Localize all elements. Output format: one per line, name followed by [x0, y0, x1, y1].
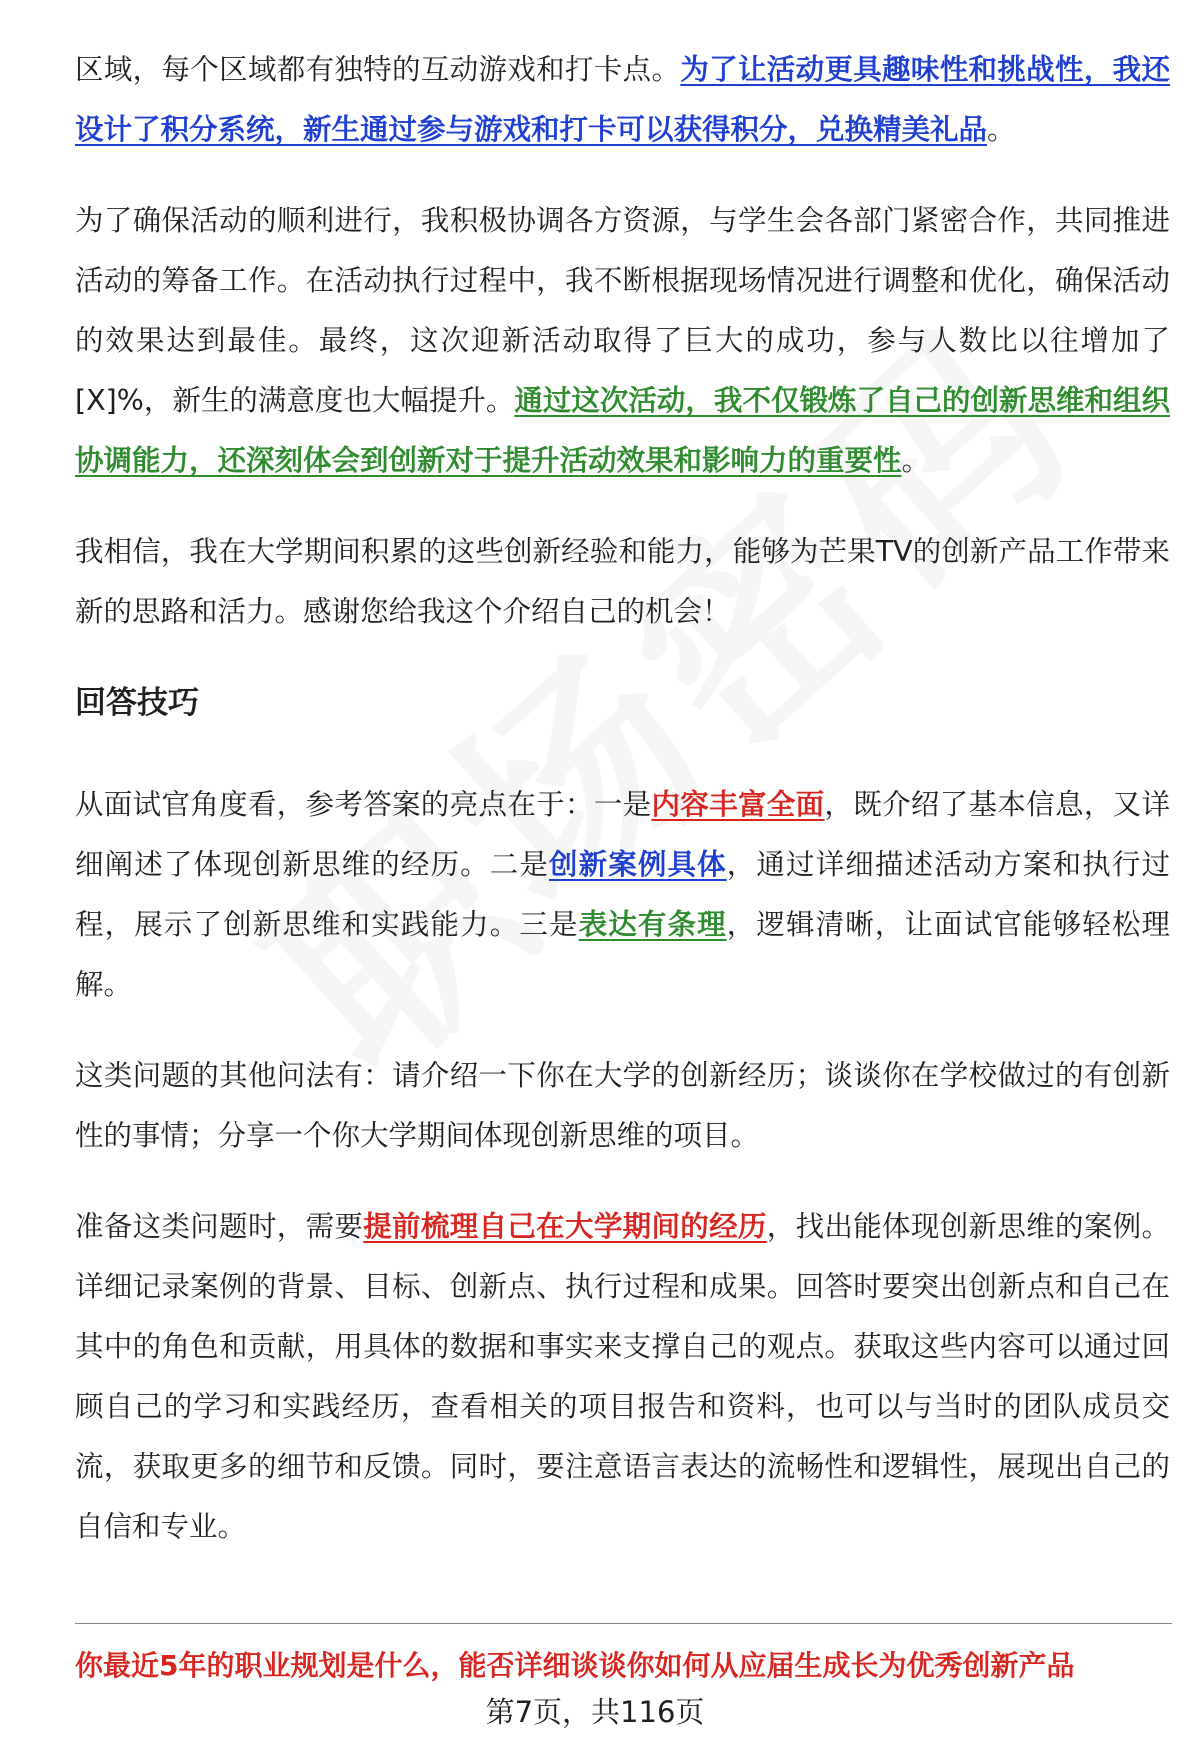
paragraph-activity-execution	[75, 191, 1170, 491]
footer-divider	[75, 1623, 1172, 1624]
text-span: 从面试官角度看，参考答案的亮点在于：一是	[75, 788, 652, 821]
text-span: 这类问题的其他问法有：请介绍一下你在大学的创新经历；谈谈你在学校做过的有创新性的事情；分享一个你大学期间体现创新思维的项目。	[75, 1059, 1170, 1152]
highlight-points-system: 为了让活动更具趣味性和挑战性，我还设计了积分系统，新生通过参与游戏和打卡可以获得积分，兑换精美礼品	[75, 53, 1170, 146]
text-span: 区域，每个区域都有独特的互动游戏和打卡点。	[75, 53, 681, 86]
text-span: ，找出能体现创新思维的案例。详细记录案例的背景、目标、创新点、执行过程和成果。回答时要突出创新点和自己在其中的角色和贡献，用具体的数据和事实来支撑自己的观点。获取这些内容可以通过回顾自己的学习和实践经历，查看相关的项目报告和资料，也可以与当时的团队成员交流，获取更多的细节和反馈。同时，要注意语言表达的流畅性和逻辑性，展现出自己的自信和专业。	[75, 1210, 1170, 1543]
highlight-innovation-learning: 通过这次活动，我不仅锻炼了自己的创新思维和组织协调能力，还深刻体会到创新对于提升活动效果和影响力的重要性	[75, 384, 1170, 477]
text-span: ，既介绍了基本信息，又详细阐述了体现创新思维的经历。二是	[75, 788, 1170, 881]
text-span: ，通过详细描述活动方案和执行过程，展示了创新思维和实践能力。三是	[75, 848, 1170, 941]
highlight-review-experience: 提前梳理自己在大学期间的经历	[363, 1210, 767, 1243]
text-span: 我相信，我在大学期间积累的这些创新经验和能力，能够为芒果TV的创新产品工作带来新的思路和活力。感谢您给我这个介绍自己的机会！	[75, 535, 1170, 628]
paragraph-closing	[75, 522, 1170, 642]
highlight-content-rich: 内容丰富全面	[651, 788, 825, 821]
paragraph-activity-areas	[75, 40, 1170, 160]
paragraph-highlights	[75, 775, 1170, 1015]
paragraph-preparation	[75, 1197, 1170, 1557]
text-span: 。	[987, 113, 1016, 146]
text-span: ，逻辑清晰，让面试官能够轻松理解。	[75, 908, 1170, 1001]
paragraph-other-questions	[75, 1046, 1170, 1166]
text-span: 为了确保活动的顺利进行，我积极协调各方资源，与学生会各部门紧密合作，共同推进活动的筹备工作。在活动执行过程中，我不断根据现场情况进行调整和优化，确保活动的效果达到最佳。最终，这次迎新活动取得了巨大的成功，参与人数比以往增加了[X]%，新生的满意度也大幅提升。	[75, 204, 1170, 417]
text-span: 准备这类问题时，需要	[75, 1210, 364, 1243]
document-body	[75, 40, 1170, 1588]
page-number: 第7页，共116页	[485, 1695, 705, 1729]
highlight-well-organized: 表达有条理	[578, 908, 727, 941]
text-span: 。	[901, 444, 931, 477]
next-question-preview: 你最近5年的职业规划是什么，能否详细谈谈你如何从应届生成长为优秀创新产品	[75, 1649, 1075, 1682]
highlight-specific-case: 创新案例具体	[548, 848, 727, 881]
section-heading-answer-tips: 回答技巧	[75, 685, 199, 721]
